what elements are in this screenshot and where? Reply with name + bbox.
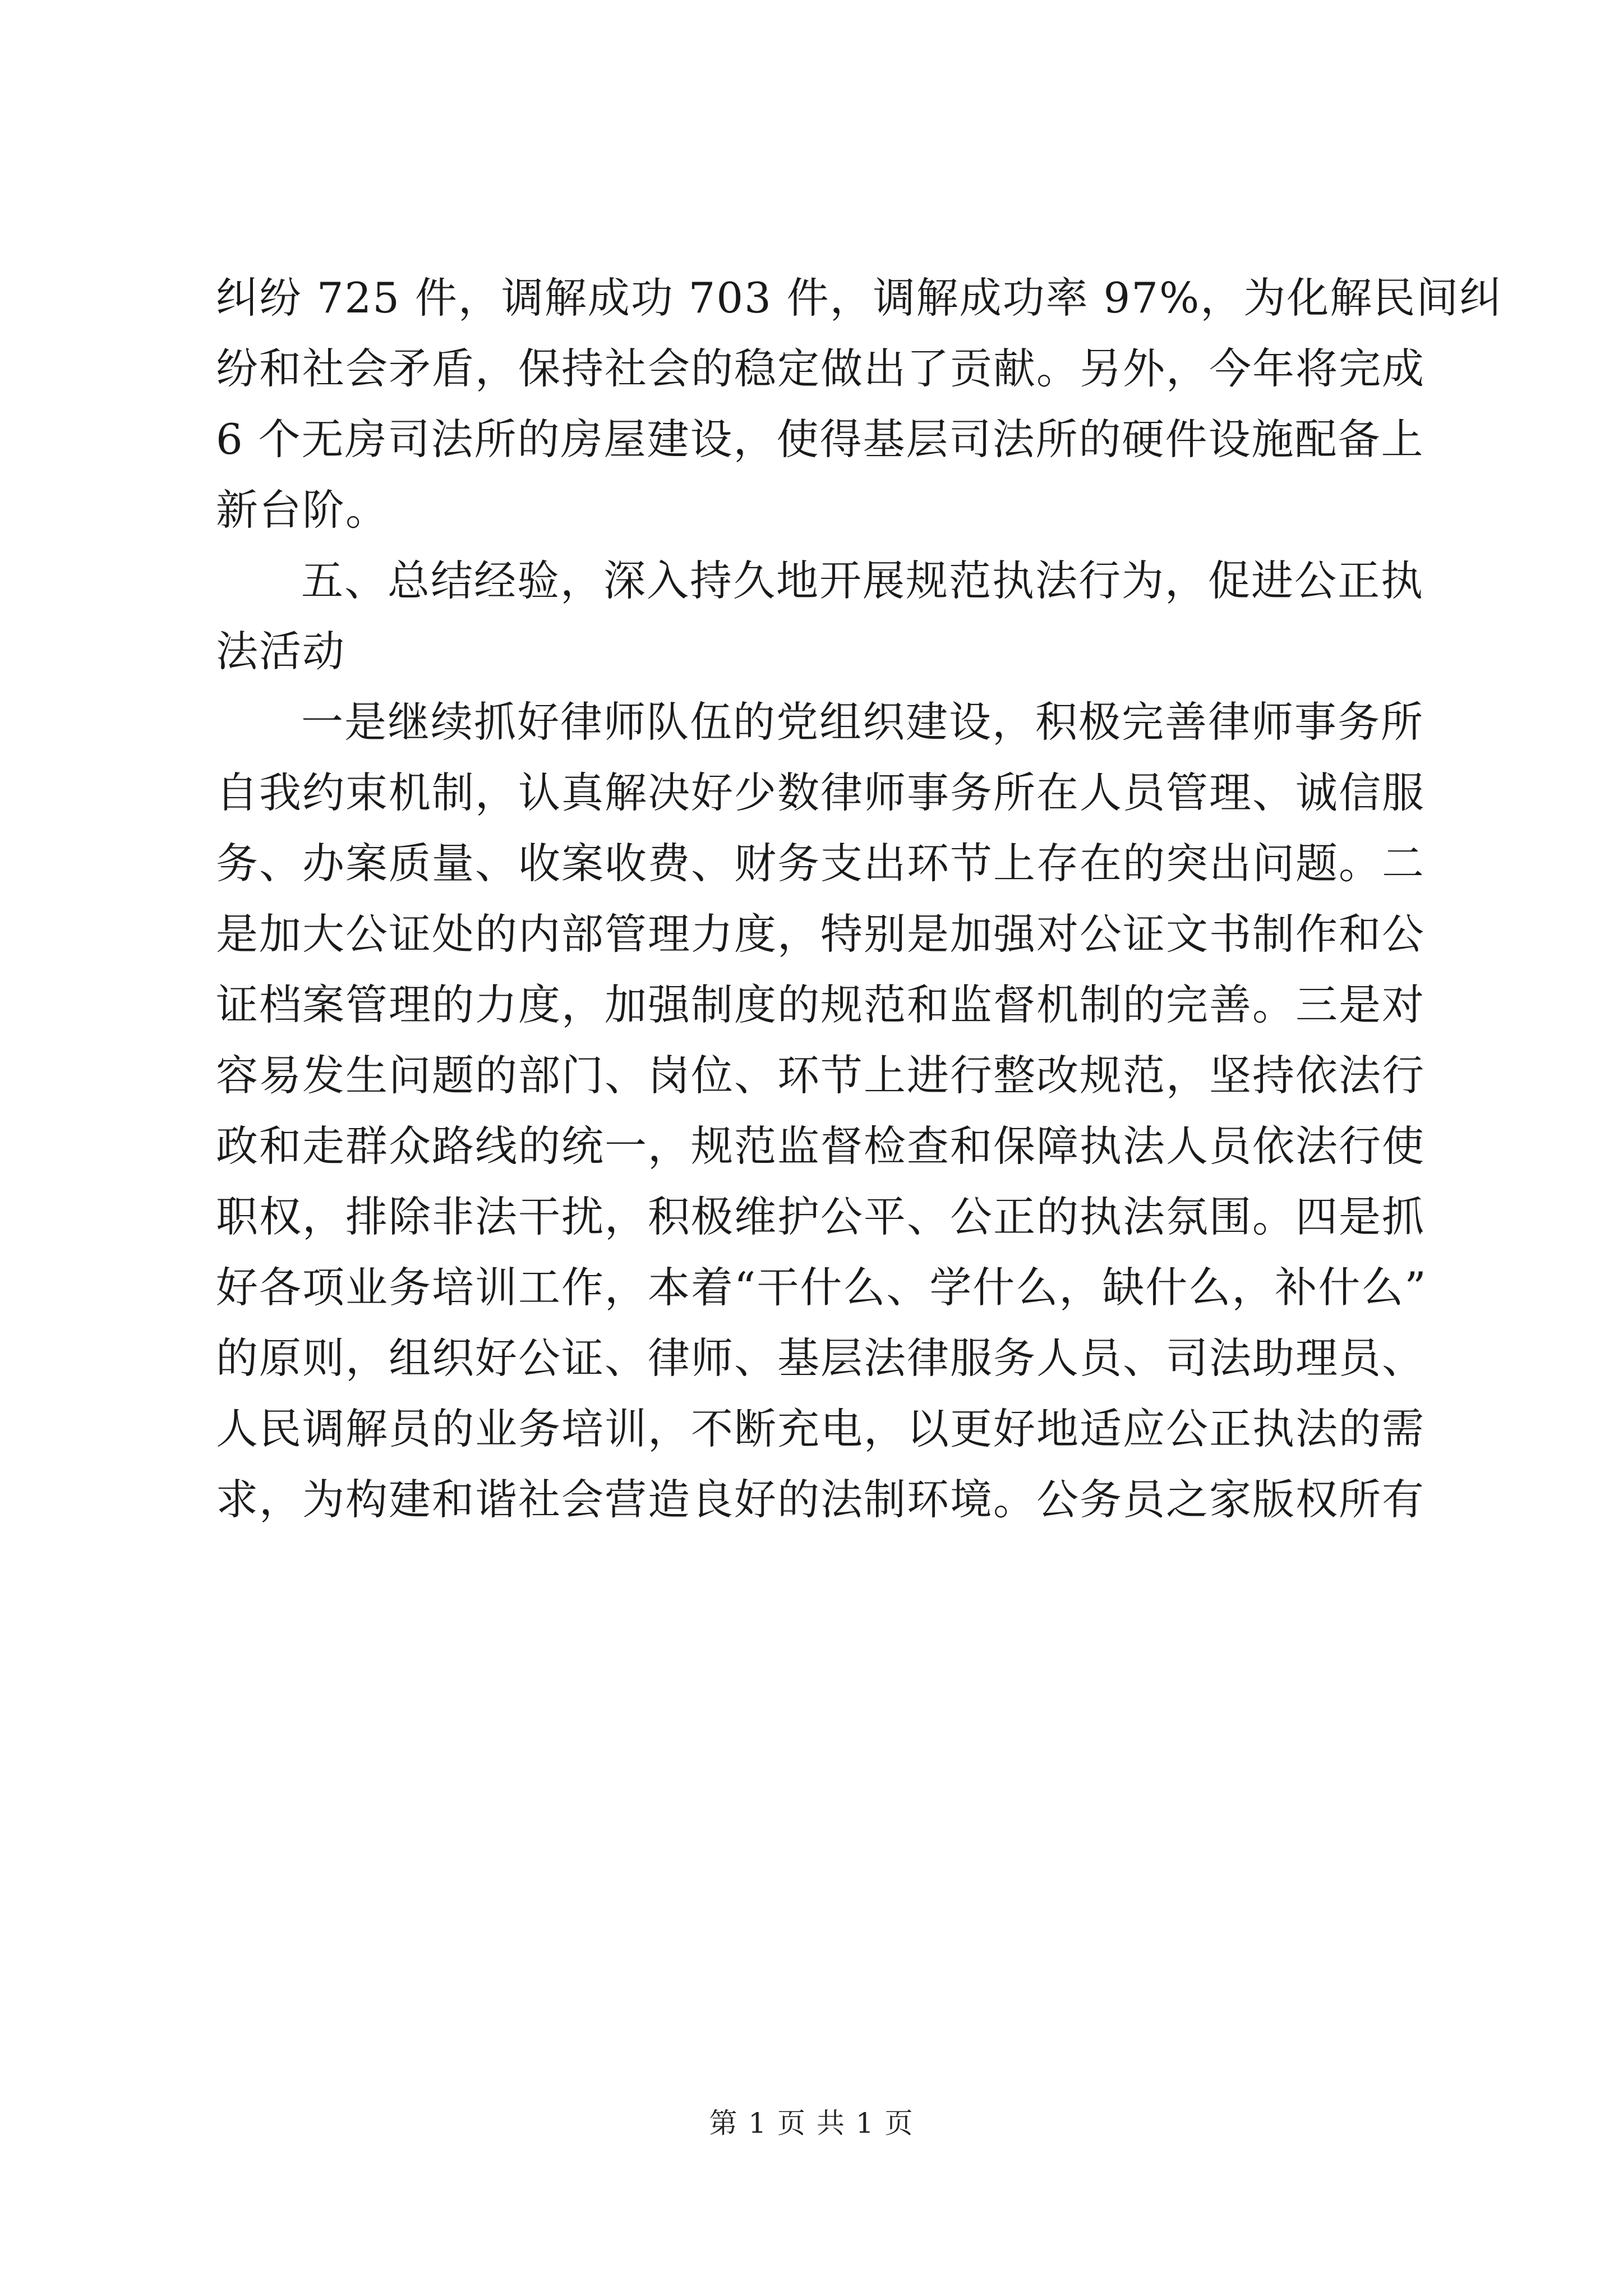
text-line: 一是继续抓好律师队伍的党组织建设，积极完善律师事务所 [301,697,1424,747]
text-line: 是加大公证处的内部管理力度，特别是加强对公证文书制作和公 [216,909,1426,959]
text-line: 纷和社会矛盾，保持社会的稳定做出了贡献。另外，今年将完成 [216,344,1426,393]
text-line: 职权，排除非法干扰，积极维护公平、公正的执法氛围。四是抓 [216,1192,1426,1241]
text-line: 人民调解员的业务培训，不断充电，以更好地适应公正执法的需 [216,1404,1426,1453]
text-line: 好各项业务培训工作，本着“干什么、学什么，缺什么，补什么” [216,1263,1427,1312]
text-line: 容易发生问题的部门、岗位、环节上进行整改规范，坚持依法行 [216,1051,1426,1100]
text-line: 纠纷 725 件，调解成功 703 件，调解成功率 97%，为化解民间纠 [216,273,1503,323]
text-line: 的原则，组织好公证、律师、基层法律服务人员、司法助理员、 [216,1333,1426,1383]
text-line: 务、办案质量、收案收费、财务支出环节上存在的突出问题。二 [216,839,1426,888]
text-line: 证档案管理的力度，加强制度的规范和监督机制的完善。三是对 [216,980,1426,1029]
text-line: 求，为构建和谐社会营造良好的法制环境。公务员之家版权所有 [216,1475,1426,1524]
document-body [216,263,1503,1535]
text-line: 6 个无房司法所的房屋建设，使得基层司法所的硬件设施配备上 [216,415,1424,464]
section-heading-line: 法活动 [216,627,346,676]
text-line: 自我约束机制，认真解决好少数律师事务所在人员管理、诚信服 [216,768,1426,817]
text-line: 政和走群众路线的统一，规范监督检查和保障执法人员依法行使 [216,1121,1426,1171]
section-heading-line: 五、总结经验，深入持久地开展规范执法行为，促进公正执 [301,556,1424,605]
text-line: 新台阶。 [216,485,389,535]
page-footer: 第 1 页 共 1 页 [709,2107,914,2139]
